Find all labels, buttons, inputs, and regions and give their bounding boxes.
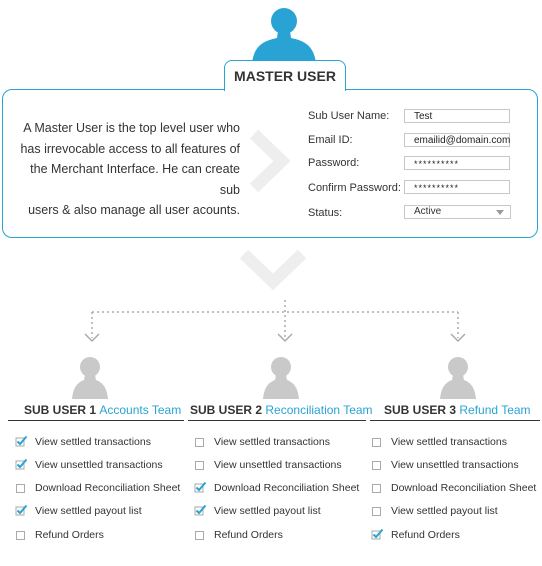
sub-user-3-title bbox=[384, 403, 531, 417]
sub-user-name-field[interactable]: Test bbox=[404, 109, 510, 123]
sub-user-3-team: Refund Team bbox=[459, 403, 531, 417]
permission-label: View settled payout list bbox=[214, 505, 321, 517]
description-line: the Merchant Interface. He can create sub bbox=[30, 162, 240, 197]
sub-user-1-team: Accounts Team bbox=[99, 403, 182, 417]
master-user-description bbox=[10, 118, 240, 221]
sub-user-3-avatar-icon bbox=[440, 355, 476, 399]
checkbox-unchecked[interactable] bbox=[195, 531, 204, 540]
permission-label: View settled transactions bbox=[391, 436, 507, 448]
chevron-right-icon bbox=[250, 128, 290, 194]
checkbox-checked[interactable] bbox=[194, 481, 207, 493]
divider bbox=[8, 420, 184, 421]
checkbox-checked[interactable] bbox=[371, 528, 384, 540]
checkbox-checked[interactable] bbox=[15, 435, 28, 447]
master-user-avatar-icon bbox=[248, 3, 320, 63]
checkbox-unchecked[interactable] bbox=[372, 507, 381, 516]
permission-label: View settled transactions bbox=[214, 436, 330, 448]
permission-label: View unsettled transactions bbox=[35, 459, 163, 471]
sub-user-name-label: Sub User Name: bbox=[308, 110, 390, 122]
permission-label: Refund Orders bbox=[391, 529, 460, 541]
dropdown-arrow-icon bbox=[496, 210, 504, 215]
sub-user-2-title bbox=[190, 403, 373, 417]
confirm-password-label: Confirm Password: bbox=[308, 182, 401, 194]
email-field[interactable]: emailid@domain.com bbox=[404, 133, 510, 147]
sub-user-1-avatar-icon bbox=[72, 355, 108, 399]
checkbox-checked[interactable] bbox=[194, 504, 207, 516]
permission-label: Download Reconciliation Sheet bbox=[391, 482, 537, 494]
checkbox-checked[interactable] bbox=[15, 458, 28, 470]
password-label: Password: bbox=[308, 157, 360, 169]
permission-label: View settled payout list bbox=[391, 505, 498, 517]
permission-label: View settled payout list bbox=[35, 505, 142, 517]
checkbox-unchecked[interactable] bbox=[16, 531, 25, 540]
checkbox-unchecked[interactable] bbox=[372, 484, 381, 493]
checkbox-unchecked[interactable] bbox=[372, 461, 381, 470]
permission-label: Download Reconciliation Sheet bbox=[35, 482, 181, 494]
checkbox-unchecked[interactable] bbox=[195, 461, 204, 470]
permission-label: Refund Orders bbox=[35, 529, 104, 541]
sub-user-1-label: SUB USER 1 bbox=[24, 403, 97, 417]
confirm-password-field[interactable]: ********** bbox=[404, 180, 510, 194]
permission-label: Download Reconciliation Sheet bbox=[214, 482, 360, 494]
checkbox-unchecked[interactable] bbox=[195, 438, 204, 447]
sub-user-3-label: SUB USER 3 bbox=[384, 403, 457, 417]
checkbox-unchecked[interactable] bbox=[372, 438, 381, 447]
hierarchy-connector bbox=[0, 300, 542, 350]
sub-user-2-label: SUB USER 2 bbox=[190, 403, 263, 417]
permission-label: View unsettled transactions bbox=[391, 459, 519, 471]
divider bbox=[188, 420, 366, 421]
email-label: Email ID: bbox=[308, 134, 353, 146]
checkbox-checked[interactable] bbox=[15, 504, 28, 516]
status-value: Active bbox=[414, 206, 442, 217]
permission-label: View unsettled transactions bbox=[214, 459, 342, 471]
chevron-down-icon bbox=[238, 250, 308, 292]
status-select[interactable] bbox=[404, 205, 511, 219]
sub-user-1-title bbox=[24, 403, 181, 417]
description-line: A Master User is the top level user who bbox=[23, 121, 240, 135]
password-field[interactable]: ********** bbox=[404, 156, 510, 170]
checkbox-unchecked[interactable] bbox=[16, 484, 25, 493]
master-user-title: MASTER USER bbox=[224, 60, 346, 91]
sub-user-2-avatar-icon bbox=[263, 355, 299, 399]
sub-user-2-team: Reconciliation Team bbox=[265, 403, 373, 417]
permission-label: View settled transactions bbox=[35, 436, 151, 448]
divider bbox=[370, 420, 540, 421]
permission-label: Refund Orders bbox=[214, 529, 283, 541]
status-label: Status: bbox=[308, 207, 343, 219]
description-line: has irrevocable access to all features of bbox=[20, 141, 240, 156]
description-line: users & also manage all user acounts. bbox=[28, 203, 240, 217]
